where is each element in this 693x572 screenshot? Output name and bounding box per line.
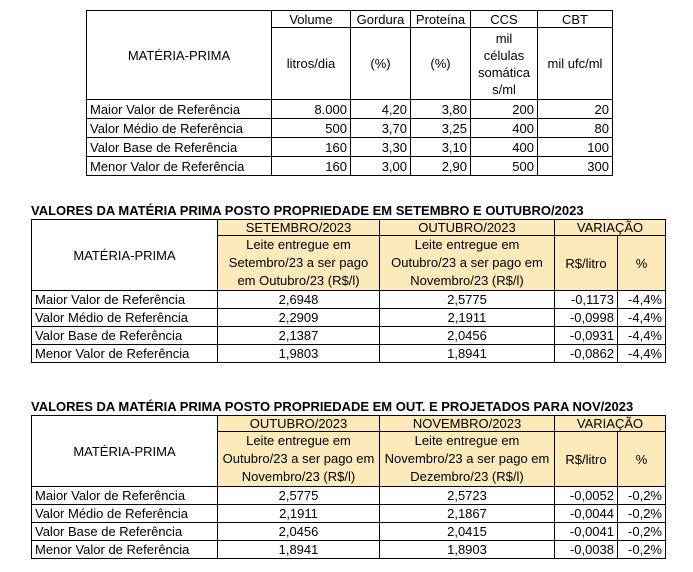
section-title-sep-oct: VALORES DA MATÉRIA PRIMA POSTO PROPRIEDADE EM SETEMBRO E OUTUBRO/2023 — [31, 203, 584, 218]
cell-var-pct: -4,4% — [618, 327, 666, 345]
cell-var-pct: -4,4% — [618, 309, 666, 327]
col-sub-var-rs: R$/litro — [555, 236, 618, 291]
cell-cbt: 20 — [538, 100, 613, 119]
table-row — [32, 309, 666, 327]
table-row — [32, 291, 666, 309]
table-row — [32, 505, 666, 523]
cell-month2: 2,1867 — [380, 505, 555, 523]
sep-oct-table — [31, 219, 666, 363]
cell-ccs: 500 — [471, 157, 538, 176]
cell-var-pct: -0,2% — [618, 541, 666, 559]
cell-month1: 1,8941 — [218, 541, 380, 559]
cell-month1: 2,1911 — [218, 505, 380, 523]
cell-var-rs: -0,0041 — [555, 523, 618, 541]
row-header-label: MATÉRIA-PRIMA — [32, 416, 218, 487]
cell-proteina: 3,80 — [411, 100, 471, 119]
cell-month1: 2,5775 — [218, 487, 380, 505]
col-header-volume: Volume — [272, 11, 351, 28]
cell-volume: 8.000 — [272, 100, 351, 119]
row-label: Menor Valor de Referência — [87, 157, 272, 176]
reference-table — [86, 10, 613, 176]
cell-proteina: 3,10 — [411, 138, 471, 157]
cell-var-pct: -0,2% — [618, 505, 666, 523]
table-row — [32, 541, 666, 559]
row-label: Menor Valor de Referência — [32, 345, 218, 363]
cell-var-rs: -0,0044 — [555, 505, 618, 523]
row-label: Maior Valor de Referência — [87, 100, 272, 119]
table-row — [87, 138, 613, 157]
cell-cbt: 300 — [538, 157, 613, 176]
table-row — [32, 327, 666, 345]
row-label: Valor Base de Referência — [87, 138, 272, 157]
cell-month2: 2,0415 — [380, 523, 555, 541]
table-row — [87, 157, 613, 176]
table-row — [32, 523, 666, 541]
col-sub-var-rs: R$/litro — [555, 432, 618, 487]
table-row — [87, 119, 613, 138]
cell-var-pct: -4,4% — [618, 345, 666, 363]
table-row — [32, 487, 666, 505]
cell-var-rs: -0,0931 — [555, 327, 618, 345]
col-sub-var-pct: % — [618, 236, 666, 291]
row-label: Valor Base de Referência — [32, 523, 218, 541]
cell-proteina: 3,25 — [411, 119, 471, 138]
col-header-month2: OUTUBRO/2023 — [380, 220, 555, 236]
oct-nov-table — [31, 415, 666, 559]
cell-var-pct: -0,2% — [618, 487, 666, 505]
unit-cbt: mil ufc/ml — [538, 28, 613, 100]
row-label: Valor Médio de Referência — [32, 309, 218, 327]
table-row — [87, 100, 613, 119]
cell-month1: 2,0456 — [218, 523, 380, 541]
col-sub-month1: Leite entregue em Outubro/23 a ser pago em Novembro/23 (R$/l) — [218, 432, 380, 487]
cell-var-rs: -0,0038 — [555, 541, 618, 559]
cell-month2: 1,8903 — [380, 541, 555, 559]
cell-month1: 2,2909 — [218, 309, 380, 327]
col-sub-var-pct: % — [618, 432, 666, 487]
row-header-label: MATÉRIA-PRIMA — [87, 11, 272, 100]
unit-ccs: mil células somática s/ml — [471, 28, 538, 100]
row-label: Valor Médio de Referência — [32, 505, 218, 523]
row-header-label: MATÉRIA-PRIMA — [32, 220, 218, 291]
row-label: Maior Valor de Referência — [32, 291, 218, 309]
cell-volume: 500 — [272, 119, 351, 138]
row-label: Maior Valor de Referência — [32, 487, 218, 505]
unit-volume: litros/dia — [272, 28, 351, 100]
col-sub-month2: Leite entregue em Outubro/23 a ser pago em Novembro/23 (R$/l) — [380, 236, 555, 291]
cell-month2: 2,5723 — [380, 487, 555, 505]
unit-proteina: (%) — [411, 28, 471, 100]
cell-month1: 2,6948 — [218, 291, 380, 309]
cell-month2: 2,1911 — [380, 309, 555, 327]
col-header-gordura: Gordura — [351, 11, 411, 28]
cell-cbt: 100 — [538, 138, 613, 157]
col-sub-month1: Leite entregue em Setembro/23 a ser pago em Outubro/23 (R$/l) — [218, 236, 380, 291]
cell-var-rs: -0,0052 — [555, 487, 618, 505]
cell-var-rs: -0,1173 — [555, 291, 618, 309]
cell-volume: 160 — [272, 157, 351, 176]
cell-gordura: 3,30 — [351, 138, 411, 157]
col-header-month2: NOVEMBRO/2023 — [380, 416, 555, 432]
cell-cbt: 80 — [538, 119, 613, 138]
cell-var-rs: -0,0862 — [555, 345, 618, 363]
cell-month2: 2,5775 — [380, 291, 555, 309]
col-sub-month2: Leite entregue em Novembro/23 a ser pago em Dezembro/23 (R$/l) — [380, 432, 555, 487]
cell-var-rs: -0,0998 — [555, 309, 618, 327]
unit-gordura: (%) — [351, 28, 411, 100]
row-label: Valor Médio de Referência — [87, 119, 272, 138]
cell-gordura: 4,20 — [351, 100, 411, 119]
col-header-proteina: Proteína — [411, 11, 471, 28]
row-label: Valor Base de Referência — [32, 327, 218, 345]
col-header-month1: SETEMBRO/2023 — [218, 220, 380, 236]
cell-proteina: 2,90 — [411, 157, 471, 176]
cell-var-pct: -0,2% — [618, 523, 666, 541]
cell-var-pct: -4,4% — [618, 291, 666, 309]
cell-volume: 160 — [272, 138, 351, 157]
col-header-variation: VARIAÇÃO — [555, 220, 666, 236]
row-label: Menor Valor de Referência — [32, 541, 218, 559]
section-title-oct-nov: VALORES DA MATÉRIA PRIMA POSTO PROPRIEDADE EM OUT. E PROJETADOS PARA NOV/2023 — [31, 399, 634, 414]
cell-month2: 2,0456 — [380, 327, 555, 345]
col-header-ccs: CCS — [471, 11, 538, 28]
cell-month2: 1,8941 — [380, 345, 555, 363]
table-row — [32, 345, 666, 363]
col-header-cbt: CBT — [538, 11, 613, 28]
cell-ccs: 200 — [471, 100, 538, 119]
cell-month1: 1,9803 — [218, 345, 380, 363]
col-header-variation: VARIAÇÃO — [555, 416, 666, 432]
cell-gordura: 3,00 — [351, 157, 411, 176]
col-header-month1: OUTUBRO/2023 — [218, 416, 380, 432]
cell-gordura: 3,70 — [351, 119, 411, 138]
cell-ccs: 400 — [471, 138, 538, 157]
cell-month1: 2,1387 — [218, 327, 380, 345]
cell-ccs: 400 — [471, 119, 538, 138]
